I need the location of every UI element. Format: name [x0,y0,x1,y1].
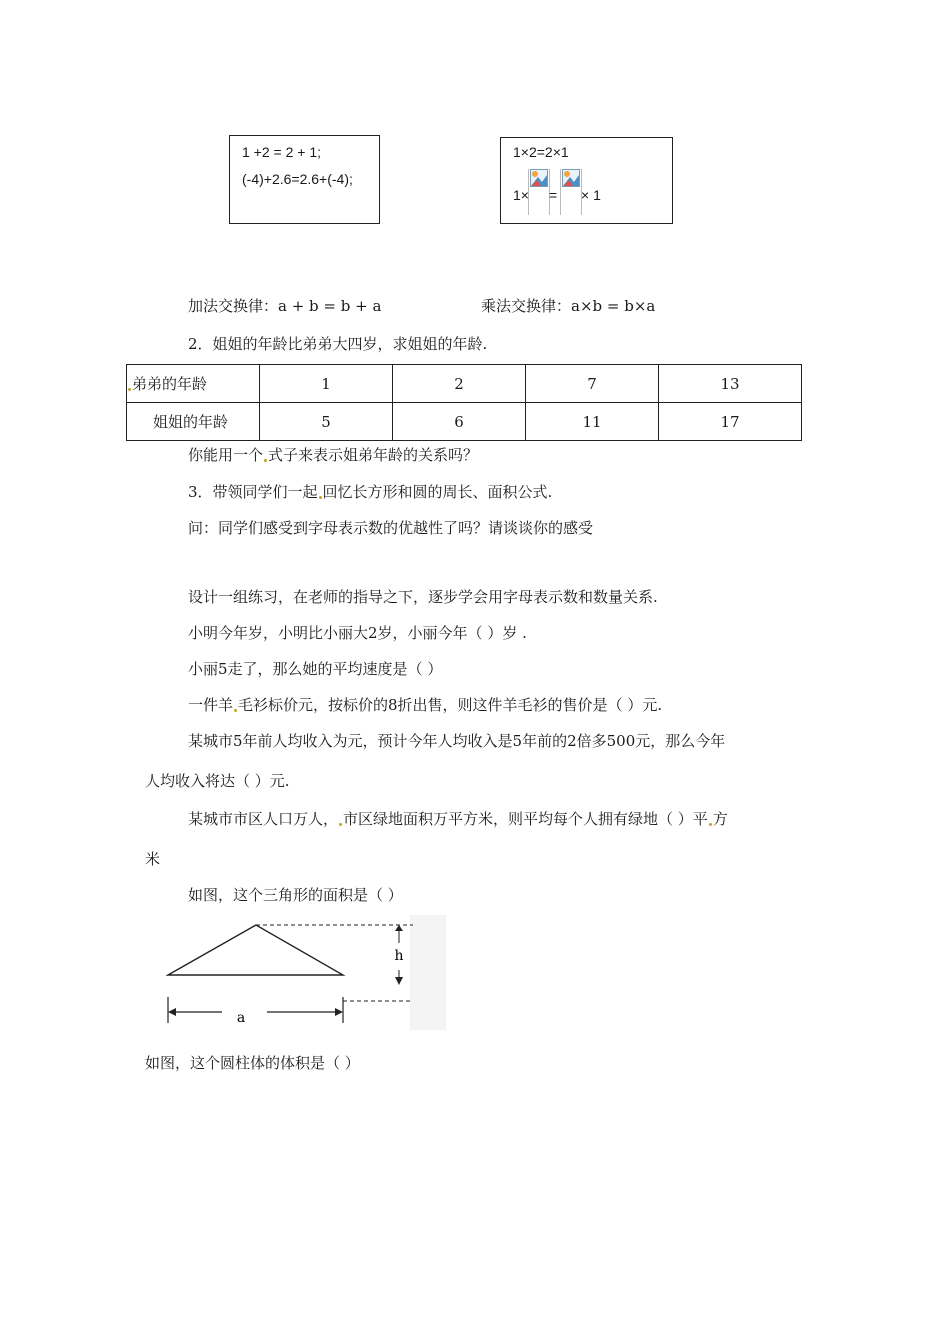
figure-shading [410,915,446,1030]
table-cell: 7 [526,365,659,403]
table-cell: 17 [659,403,802,441]
anchor-mark-icon [319,496,322,499]
exercise-1: 小明今年岁，小明比小丽大2岁，小丽今年（ ）岁 . [188,624,527,642]
multiplication-example-prefix: 1× [513,187,529,203]
anchor-mark-icon [264,459,267,462]
arrow-down-icon [395,977,403,985]
multiplication-commutative-law: 乘法交换律：a×b = b×a [481,297,656,315]
question-2: 2．姐姐的年龄比弟弟大四岁，求姐姐的年龄. [188,335,488,353]
table-cell: 6 [393,403,526,441]
anchor-mark-icon [339,823,342,826]
arrow-right-icon [335,1008,343,1016]
table-row [127,403,802,441]
multiplication-example-equals: = [549,187,558,203]
base-label: a [236,1010,246,1026]
row-label-brother: 弟弟的年龄 [132,375,208,393]
triangle-shape [168,925,343,975]
image-icon [530,169,548,187]
table-cell: 5 [260,403,393,441]
anchor-mark-icon [709,823,712,826]
triangle-figure [160,915,450,1035]
exercise-5-line-2: 米 [145,850,161,868]
addition-example-line-1: 1 +2 = 2 + 1; [242,144,322,160]
exercise-2: 小丽5走了，那么她的平均速度是（ ） [188,660,443,678]
arrow-left-icon [168,1008,176,1016]
cylinder-question: 如图，这个圆柱体的体积是（ ） [145,1054,360,1072]
anchor-mark-icon [128,388,131,391]
table-cell: 13 [659,365,802,403]
table-cell: 2 [393,365,526,403]
height-label: h [394,948,404,964]
row-label-sister: 姐姐的年龄 [153,413,229,431]
exercise-4-line-1: 某城市5年前人均收入为元，预计今年人均收入是5年前的2倍多500元，那么今年 [188,732,726,750]
broken-image-placeholder-2 [560,169,582,215]
feeling-question: 问：同学们感受到字母表示数的优越性了吗？请谈谈你的感受 [188,519,594,537]
addition-example-line-2: (-4)+2.6=2.6+(-4); [242,171,353,187]
formula-question: 你能用一个 式子来表示姐弟年龄的关系吗？ [188,446,479,464]
arrow-up-icon [395,925,403,931]
addition-example-box [229,135,380,224]
triangle-question: 如图，这个三角形的面积是（ ） [188,886,403,904]
exercise-4-line-2: 人均收入将达（ ）元. [145,772,290,790]
multiplication-example-line-1: 1×2=2×1 [513,144,569,160]
table-cell: 11 [526,403,659,441]
broken-image-placeholder-1 [528,169,550,215]
age-table [126,364,802,441]
question-3: 3．带领同学们一起 回忆长方形和圆的周长、面积公式. [188,483,553,501]
multiplication-example-box [500,137,673,224]
exercise-3: 一件羊 毛衫标价元，按标价的8折出售，则这件羊毛衫的售价是（ ）元. [188,696,663,714]
image-icon [562,169,580,187]
multiplication-example-suffix: × 1 [581,187,601,203]
exercise-5-line-1: 某城市市区人口万人， 市区绿地面积万平方米，则平均每个人拥有绿地（ ）平 方 [188,810,728,828]
table-row [127,365,802,403]
design-intro: 设计一组练习，在老师的指导之下，逐步学会用字母表示数和数量关系. [188,588,658,606]
table-cell: 1 [260,365,393,403]
anchor-mark-icon [234,709,237,712]
addition-commutative-law: 加法交换律：a + b = b + a [188,297,382,315]
